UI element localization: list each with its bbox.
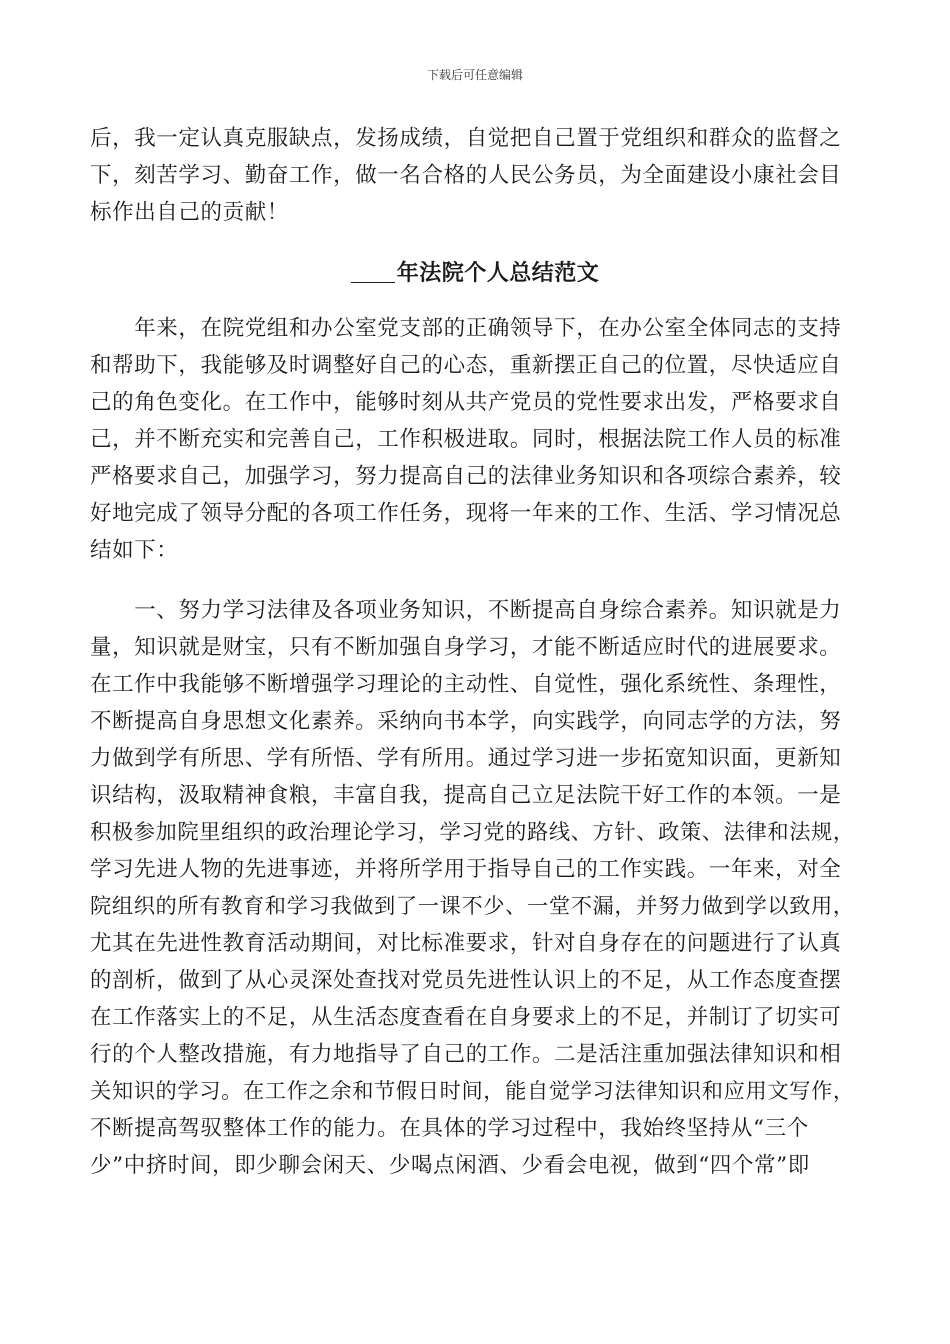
text-line: 后，我一定认真克服缺点，发扬成绩，自觉把自己置于党组织和群众的监督之 bbox=[90, 126, 842, 151]
text-line: 严格要求自己，加强学习，努力提高自己的法律业务知识和各项综合素养，较 bbox=[90, 464, 842, 489]
text-line: 学习先进人物的先进事迹，并将所学用于指导自己的工作实践。一年来，对全 bbox=[90, 857, 842, 882]
text-line: 一、努力学习法律及各项业务知识，不断提高自身综合素养。知识就是力 bbox=[90, 598, 842, 623]
title-blank bbox=[351, 260, 395, 283]
text-line: 年来，在院党组和办公室党支部的正确领导下，在办公室全体同志的支持 bbox=[90, 316, 842, 341]
document-title bbox=[0, 256, 950, 287]
text-line: 在工作中我能够不断增强学习理论的主动性、自觉性，强化系统性、条理性， bbox=[90, 672, 842, 697]
text-line: 不断提高自身思想文化素养。采纳向书本学，向实践学，向同志学的方法，努 bbox=[90, 709, 842, 734]
text-line: 行的个人整改措施，有力地指导了自己的工作。二是活注重加强法律知识和相 bbox=[90, 1042, 842, 1067]
text-line: 关知识的学习。在工作之余和节假日时间，能自觉学习法律知识和应用文写作， bbox=[90, 1079, 855, 1104]
text-line: 积极参加院里组织的政治理论学习，学习党的路线、方针、政策、法律和法规， bbox=[90, 820, 855, 845]
text-line: 己，并不断充实和完善自己，工作积极进取。同时，根据法院工作人员的标准 bbox=[90, 427, 842, 452]
text-line: 下，刻苦学习、勤奋工作，做一名合格的人民公务员，为全面建设小康社会目 bbox=[90, 163, 842, 188]
text-line: 结如下： bbox=[90, 538, 179, 563]
text-line: 的剖析，做到了从心灵深处查找对党员先进性认识上的不足，从工作态度查摆 bbox=[90, 968, 842, 993]
text-line: 标作出自己的贡献！ bbox=[90, 200, 289, 225]
text-line: 不断提高驾驭整体工作的能力。在具体的学习过程中，我始终坚持从“三个 bbox=[90, 1116, 809, 1141]
text-line: 尤其在先进性教育活动期间，对比标准要求，针对自身存在的问题进行了认真 bbox=[90, 931, 842, 956]
page-header-note: 下载后可任意编辑 bbox=[426, 68, 523, 82]
text-line: 识结构，汲取精神食粮，丰富自我，提高自己立足法院干好工作的本领。一是 bbox=[90, 783, 842, 808]
text-line: 己的角色变化。在工作中，能够时刻从共产党员的党性要求出发，严格要求自 bbox=[90, 390, 842, 415]
text-line: 院组织的所有教育和学习我做到了一课不少、一堂不漏，并努力做到学以致用， bbox=[90, 894, 855, 919]
text-line: 好地完成了领导分配的各项工作任务，现将一年来的工作、生活、学习情况总 bbox=[90, 501, 842, 526]
text-line: 在工作落实上的不足，从生活态度查看在自身要求上的不足，并制订了切实可 bbox=[90, 1005, 842, 1030]
text-line: 和帮助下，我能够及时调整好自己的心态，重新摆正自己的位置，尽快适应自 bbox=[90, 353, 842, 378]
text-line: 量，知识就是财宝，只有不断加强自身学习，才能不断适应时代的进展要求。 bbox=[90, 635, 842, 660]
title-text: 年法院个人总结范文 bbox=[396, 260, 600, 286]
text-line: 少”中挤时间，即少聊会闲天、少喝点闲酒、少看会电视，做到“四个常”即 bbox=[90, 1153, 810, 1178]
text-line: 力做到学有所思、学有所悟、学有所用。通过学习进一步拓宽知识面，更新知 bbox=[90, 746, 842, 771]
